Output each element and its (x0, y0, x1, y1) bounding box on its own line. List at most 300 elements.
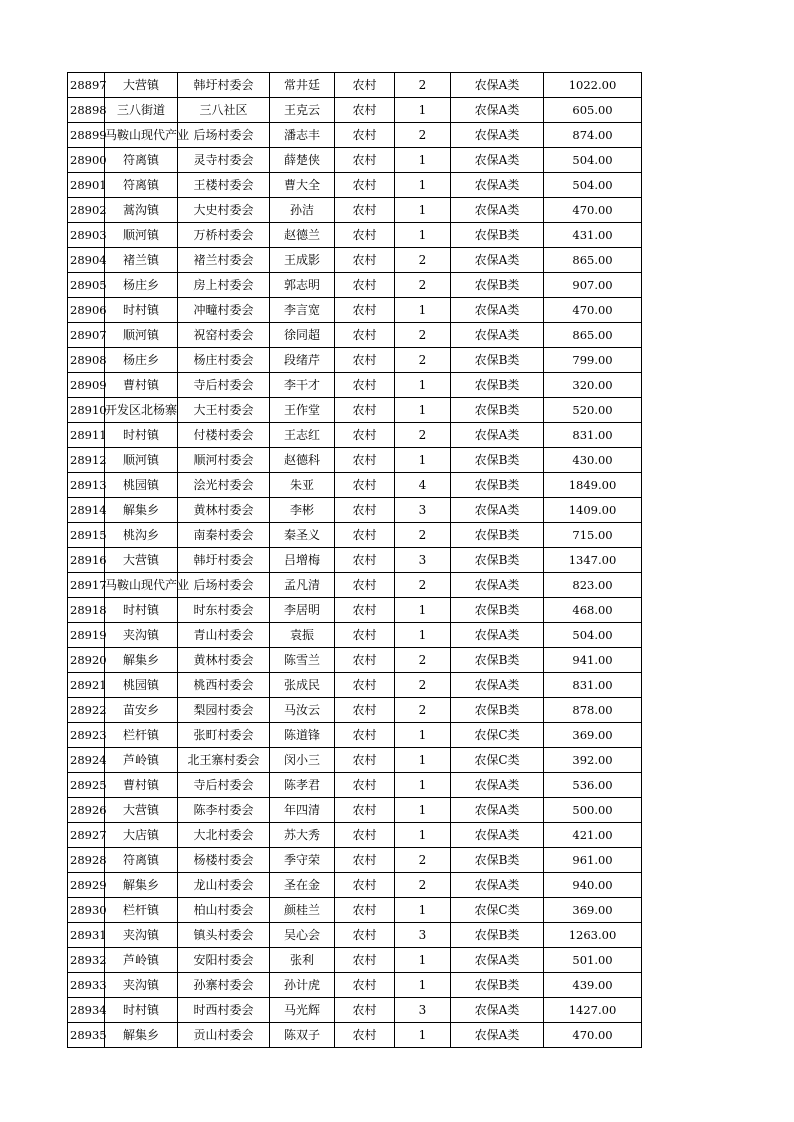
table-row (68, 298, 642, 323)
cell-id: 28913 (68, 473, 105, 498)
table-row (68, 123, 642, 148)
cell-town: 大营镇 (105, 548, 178, 573)
cell-village: 镇头村委会 (178, 923, 270, 948)
cell-category: 农保A类 (451, 623, 544, 648)
cell-count: 1 (395, 1023, 451, 1048)
cell-type: 农村 (335, 248, 395, 273)
table-row (68, 723, 642, 748)
cell-category: 农保C类 (451, 898, 544, 923)
cell-village: 浍光村委会 (178, 473, 270, 498)
cell-amount: 1022.00 (544, 73, 642, 98)
cell-type: 农村 (335, 423, 395, 448)
table-row (68, 248, 642, 273)
cell-category: 农保B类 (451, 923, 544, 948)
cell-id: 28900 (68, 148, 105, 173)
table-row (68, 1023, 642, 1048)
cell-town: 三八街道 (105, 98, 178, 123)
cell-category: 农保A类 (451, 798, 544, 823)
table-row (68, 398, 642, 423)
cell-name: 苏大秀 (270, 823, 335, 848)
cell-name: 陈孝君 (270, 773, 335, 798)
cell-type: 农村 (335, 648, 395, 673)
cell-town: 蒿沟镇 (105, 198, 178, 223)
cell-amount: 1409.00 (544, 498, 642, 523)
cell-category: 农保B类 (451, 273, 544, 298)
cell-type: 农村 (335, 148, 395, 173)
cell-town: 芦岭镇 (105, 948, 178, 973)
table-row (68, 648, 642, 673)
cell-village: 大王村委会 (178, 398, 270, 423)
cell-amount: 470.00 (544, 298, 642, 323)
cell-town: 解集乡 (105, 873, 178, 898)
table-row (68, 698, 642, 723)
cell-type: 农村 (335, 223, 395, 248)
cell-name: 颜桂兰 (270, 898, 335, 923)
cell-type: 农村 (335, 98, 395, 123)
cell-amount: 536.00 (544, 773, 642, 798)
cell-amount: 1347.00 (544, 548, 642, 573)
cell-town: 符离镇 (105, 848, 178, 873)
cell-town: 杨庄乡 (105, 348, 178, 373)
cell-id: 28912 (68, 448, 105, 473)
cell-village: 顺河村委会 (178, 448, 270, 473)
cell-id: 28897 (68, 73, 105, 98)
cell-type: 农村 (335, 73, 395, 98)
cell-name: 吴心会 (270, 923, 335, 948)
cell-name: 圣在金 (270, 873, 335, 898)
cell-name: 陈雪兰 (270, 648, 335, 673)
cell-type: 农村 (335, 123, 395, 148)
table-row (68, 923, 642, 948)
cell-name: 秦圣义 (270, 523, 335, 548)
cell-category: 农保A类 (451, 1023, 544, 1048)
cell-name: 李彬 (270, 498, 335, 523)
cell-type: 农村 (335, 998, 395, 1023)
cell-count: 2 (395, 648, 451, 673)
cell-amount: 799.00 (544, 348, 642, 373)
cell-type: 农村 (335, 948, 395, 973)
cell-town: 芦岭镇 (105, 748, 178, 773)
cell-id: 28923 (68, 723, 105, 748)
cell-amount: 831.00 (544, 673, 642, 698)
cell-id: 28902 (68, 198, 105, 223)
cell-count: 1 (395, 598, 451, 623)
cell-category: 农保A类 (451, 298, 544, 323)
cell-id: 28931 (68, 923, 105, 948)
cell-village: 寺后村委会 (178, 773, 270, 798)
cell-count: 1 (395, 773, 451, 798)
cell-count: 3 (395, 923, 451, 948)
cell-amount: 605.00 (544, 98, 642, 123)
cell-name: 孟凡清 (270, 573, 335, 598)
cell-count: 3 (395, 548, 451, 573)
cell-name: 赵德科 (270, 448, 335, 473)
cell-category: 农保A类 (451, 498, 544, 523)
table-row (68, 98, 642, 123)
cell-category: 农保A类 (451, 423, 544, 448)
cell-name: 王成影 (270, 248, 335, 273)
cell-village: 后场村委会 (178, 123, 270, 148)
table-row (68, 823, 642, 848)
cell-town: 栏杆镇 (105, 723, 178, 748)
cell-name: 曹大全 (270, 173, 335, 198)
cell-village: 时西村委会 (178, 998, 270, 1023)
cell-amount: 504.00 (544, 148, 642, 173)
cell-id: 28921 (68, 673, 105, 698)
table-row (68, 448, 642, 473)
cell-type: 农村 (335, 598, 395, 623)
cell-village: 灵寺村委会 (178, 148, 270, 173)
cell-name: 孙洁 (270, 198, 335, 223)
cell-name: 袁振 (270, 623, 335, 648)
cell-id: 28919 (68, 623, 105, 648)
cell-village: 黄林村委会 (178, 498, 270, 523)
cell-type: 农村 (335, 548, 395, 573)
cell-id: 28929 (68, 873, 105, 898)
cell-id: 28903 (68, 223, 105, 248)
cell-id: 28927 (68, 823, 105, 848)
cell-category: 农保B类 (451, 848, 544, 873)
table-row (68, 798, 642, 823)
cell-count: 2 (395, 573, 451, 598)
cell-type: 农村 (335, 773, 395, 798)
cell-amount: 468.00 (544, 598, 642, 623)
cell-id: 28932 (68, 948, 105, 973)
cell-category: 农保B类 (451, 598, 544, 623)
table-row (68, 273, 642, 298)
cell-name: 薛楚侠 (270, 148, 335, 173)
cell-id: 28924 (68, 748, 105, 773)
cell-id: 28904 (68, 248, 105, 273)
cell-type: 农村 (335, 973, 395, 998)
cell-count: 1 (395, 373, 451, 398)
cell-type: 农村 (335, 923, 395, 948)
cell-category: 农保A类 (451, 198, 544, 223)
cell-amount: 1263.00 (544, 923, 642, 948)
cell-town: 夹沟镇 (105, 973, 178, 998)
cell-village: 张町村委会 (178, 723, 270, 748)
cell-village: 后场村委会 (178, 573, 270, 598)
cell-category: 农保A类 (451, 773, 544, 798)
cell-town: 桃沟乡 (105, 523, 178, 548)
table-row (68, 323, 642, 348)
cell-amount: 439.00 (544, 973, 642, 998)
cell-village: 寺后村委会 (178, 373, 270, 398)
cell-amount: 504.00 (544, 173, 642, 198)
cell-id: 28916 (68, 548, 105, 573)
table-row (68, 623, 642, 648)
cell-count: 1 (395, 898, 451, 923)
cell-village: 韩圩村委会 (178, 73, 270, 98)
cell-village: 杨庄村委会 (178, 348, 270, 373)
cell-name: 徐同超 (270, 323, 335, 348)
cell-name: 王克云 (270, 98, 335, 123)
cell-type: 农村 (335, 673, 395, 698)
cell-type: 农村 (335, 523, 395, 548)
table-row (68, 173, 642, 198)
cell-id: 28911 (68, 423, 105, 448)
cell-count: 2 (395, 248, 451, 273)
cell-amount: 470.00 (544, 1023, 642, 1048)
cell-name: 郭志明 (270, 273, 335, 298)
cell-type: 农村 (335, 273, 395, 298)
cell-id: 28928 (68, 848, 105, 873)
cell-village: 大史村委会 (178, 198, 270, 223)
cell-id: 28915 (68, 523, 105, 548)
table-row (68, 198, 642, 223)
cell-type: 农村 (335, 173, 395, 198)
cell-type: 农村 (335, 748, 395, 773)
cell-amount: 1849.00 (544, 473, 642, 498)
table-row (68, 873, 642, 898)
table-row (68, 498, 642, 523)
cell-count: 1 (395, 448, 451, 473)
cell-category: 农保A类 (451, 73, 544, 98)
cell-type: 农村 (335, 798, 395, 823)
cell-category: 农保A类 (451, 823, 544, 848)
cell-count: 1 (395, 948, 451, 973)
cell-amount: 430.00 (544, 448, 642, 473)
cell-town: 解集乡 (105, 1023, 178, 1048)
cell-town: 时村镇 (105, 298, 178, 323)
cell-amount: 874.00 (544, 123, 642, 148)
cell-category: 农保A类 (451, 998, 544, 1023)
cell-category: 农保A类 (451, 948, 544, 973)
cell-category: 农保B类 (451, 373, 544, 398)
cell-name: 潘志丰 (270, 123, 335, 148)
cell-amount: 501.00 (544, 948, 642, 973)
cell-count: 1 (395, 148, 451, 173)
table-row (68, 673, 642, 698)
cell-category: 农保B类 (451, 348, 544, 373)
cell-id: 28933 (68, 973, 105, 998)
cell-id: 28926 (68, 798, 105, 823)
cell-type: 农村 (335, 1023, 395, 1048)
cell-id: 28918 (68, 598, 105, 623)
cell-village: 桃西村委会 (178, 673, 270, 698)
cell-type: 农村 (335, 848, 395, 873)
table-row (68, 773, 642, 798)
cell-town: 顺河镇 (105, 448, 178, 473)
cell-amount: 865.00 (544, 323, 642, 348)
cell-count: 2 (395, 323, 451, 348)
cell-name: 李居明 (270, 598, 335, 623)
table-row (68, 223, 642, 248)
cell-town: 大营镇 (105, 73, 178, 98)
table-row (68, 373, 642, 398)
cell-village: 青山村委会 (178, 623, 270, 648)
cell-village: 三八社区 (178, 98, 270, 123)
cell-town: 桃园镇 (105, 673, 178, 698)
cell-village: 柏山村委会 (178, 898, 270, 923)
cell-type: 农村 (335, 498, 395, 523)
cell-id: 28899 (68, 123, 105, 148)
cell-town: 杨庄乡 (105, 273, 178, 298)
cell-type: 农村 (335, 873, 395, 898)
table-row (68, 898, 642, 923)
table-row (68, 523, 642, 548)
cell-amount: 369.00 (544, 723, 642, 748)
cell-id: 28907 (68, 323, 105, 348)
cell-id: 28930 (68, 898, 105, 923)
cell-village: 祝窑村委会 (178, 323, 270, 348)
cell-town: 马鞍山现代产业 (105, 123, 178, 148)
cell-id: 28934 (68, 998, 105, 1023)
cell-name: 年四清 (270, 798, 335, 823)
cell-count: 1 (395, 298, 451, 323)
cell-id: 28901 (68, 173, 105, 198)
table-row (68, 348, 642, 373)
cell-village: 杨楼村委会 (178, 848, 270, 873)
cell-village: 龙山村委会 (178, 873, 270, 898)
cell-town: 时村镇 (105, 998, 178, 1023)
cell-amount: 878.00 (544, 698, 642, 723)
cell-count: 2 (395, 423, 451, 448)
cell-category: 农保A类 (451, 148, 544, 173)
cell-town: 夹沟镇 (105, 623, 178, 648)
cell-category: 农保A类 (451, 673, 544, 698)
cell-amount: 961.00 (544, 848, 642, 873)
cell-name: 王作堂 (270, 398, 335, 423)
cell-category: 农保B类 (451, 473, 544, 498)
cell-id: 28920 (68, 648, 105, 673)
cell-name: 段绪芹 (270, 348, 335, 373)
cell-town: 解集乡 (105, 498, 178, 523)
cell-type: 农村 (335, 698, 395, 723)
cell-name: 陈双子 (270, 1023, 335, 1048)
cell-amount: 504.00 (544, 623, 642, 648)
cell-type: 农村 (335, 723, 395, 748)
cell-town: 时村镇 (105, 598, 178, 623)
cell-type: 农村 (335, 473, 395, 498)
cell-category: 农保A类 (451, 573, 544, 598)
cell-count: 2 (395, 848, 451, 873)
cell-name: 李言宽 (270, 298, 335, 323)
table-row (68, 998, 642, 1023)
cell-town: 苗安乡 (105, 698, 178, 723)
cell-name: 季守荣 (270, 848, 335, 873)
table-row (68, 598, 642, 623)
cell-amount: 392.00 (544, 748, 642, 773)
cell-name: 孙计虎 (270, 973, 335, 998)
table-body (68, 73, 642, 1048)
cell-category: 农保B类 (451, 648, 544, 673)
cell-name: 马光辉 (270, 998, 335, 1023)
cell-count: 2 (395, 698, 451, 723)
cell-type: 农村 (335, 898, 395, 923)
cell-village: 褚兰村委会 (178, 248, 270, 273)
cell-id: 28906 (68, 298, 105, 323)
cell-town: 符离镇 (105, 173, 178, 198)
cell-id: 28909 (68, 373, 105, 398)
cell-count: 2 (395, 123, 451, 148)
cell-count: 1 (395, 223, 451, 248)
cell-category: 农保A类 (451, 173, 544, 198)
cell-name: 王志红 (270, 423, 335, 448)
cell-count: 1 (395, 623, 451, 648)
cell-type: 农村 (335, 573, 395, 598)
cell-category: 农保A类 (451, 98, 544, 123)
cell-count: 1 (395, 723, 451, 748)
cell-village: 梨园村委会 (178, 698, 270, 723)
cell-name: 张利 (270, 948, 335, 973)
cell-amount: 431.00 (544, 223, 642, 248)
cell-category: 农保B类 (451, 548, 544, 573)
cell-town: 桃园镇 (105, 473, 178, 498)
cell-category: 农保C类 (451, 723, 544, 748)
data-table (67, 72, 642, 1048)
cell-amount: 520.00 (544, 398, 642, 423)
cell-id: 28898 (68, 98, 105, 123)
cell-town: 符离镇 (105, 148, 178, 173)
cell-amount: 940.00 (544, 873, 642, 898)
cell-village: 孙寨村委会 (178, 973, 270, 998)
cell-town: 夹沟镇 (105, 923, 178, 948)
cell-count: 2 (395, 273, 451, 298)
cell-category: 农保B类 (451, 698, 544, 723)
cell-amount: 470.00 (544, 198, 642, 223)
table-row (68, 948, 642, 973)
cell-village: 韩圩村委会 (178, 548, 270, 573)
cell-town: 栏杆镇 (105, 898, 178, 923)
cell-count: 3 (395, 498, 451, 523)
cell-category: 农保A类 (451, 323, 544, 348)
cell-town: 顺河镇 (105, 323, 178, 348)
cell-amount: 369.00 (544, 898, 642, 923)
cell-id: 28905 (68, 273, 105, 298)
cell-count: 4 (395, 473, 451, 498)
cell-id: 28910 (68, 398, 105, 423)
cell-category: 农保B类 (451, 523, 544, 548)
cell-town: 褚兰镇 (105, 248, 178, 273)
cell-amount: 715.00 (544, 523, 642, 548)
cell-type: 农村 (335, 623, 395, 648)
table-row (68, 548, 642, 573)
cell-village: 北王寨村委会 (178, 748, 270, 773)
cell-category: 农保A类 (451, 873, 544, 898)
cell-id: 28922 (68, 698, 105, 723)
cell-town: 开发区北杨寨 (105, 398, 178, 423)
cell-id: 28925 (68, 773, 105, 798)
cell-count: 1 (395, 973, 451, 998)
cell-category: 农保B类 (451, 973, 544, 998)
cell-amount: 831.00 (544, 423, 642, 448)
cell-village: 黄林村委会 (178, 648, 270, 673)
cell-count: 1 (395, 198, 451, 223)
cell-count: 1 (395, 823, 451, 848)
cell-town: 顺河镇 (105, 223, 178, 248)
cell-village: 王楼村委会 (178, 173, 270, 198)
cell-type: 农村 (335, 198, 395, 223)
cell-id: 28914 (68, 498, 105, 523)
cell-amount: 500.00 (544, 798, 642, 823)
table-row (68, 473, 642, 498)
cell-type: 农村 (335, 298, 395, 323)
cell-amount: 421.00 (544, 823, 642, 848)
table-row (68, 973, 642, 998)
cell-village: 冲疃村委会 (178, 298, 270, 323)
cell-name: 吕增梅 (270, 548, 335, 573)
cell-village: 安阳村委会 (178, 948, 270, 973)
table-row (68, 848, 642, 873)
cell-category: 农保A类 (451, 123, 544, 148)
cell-village: 万桥村委会 (178, 223, 270, 248)
cell-type: 农村 (335, 323, 395, 348)
table-row (68, 748, 642, 773)
cell-count: 2 (395, 873, 451, 898)
cell-name: 马汝云 (270, 698, 335, 723)
cell-name: 张成民 (270, 673, 335, 698)
